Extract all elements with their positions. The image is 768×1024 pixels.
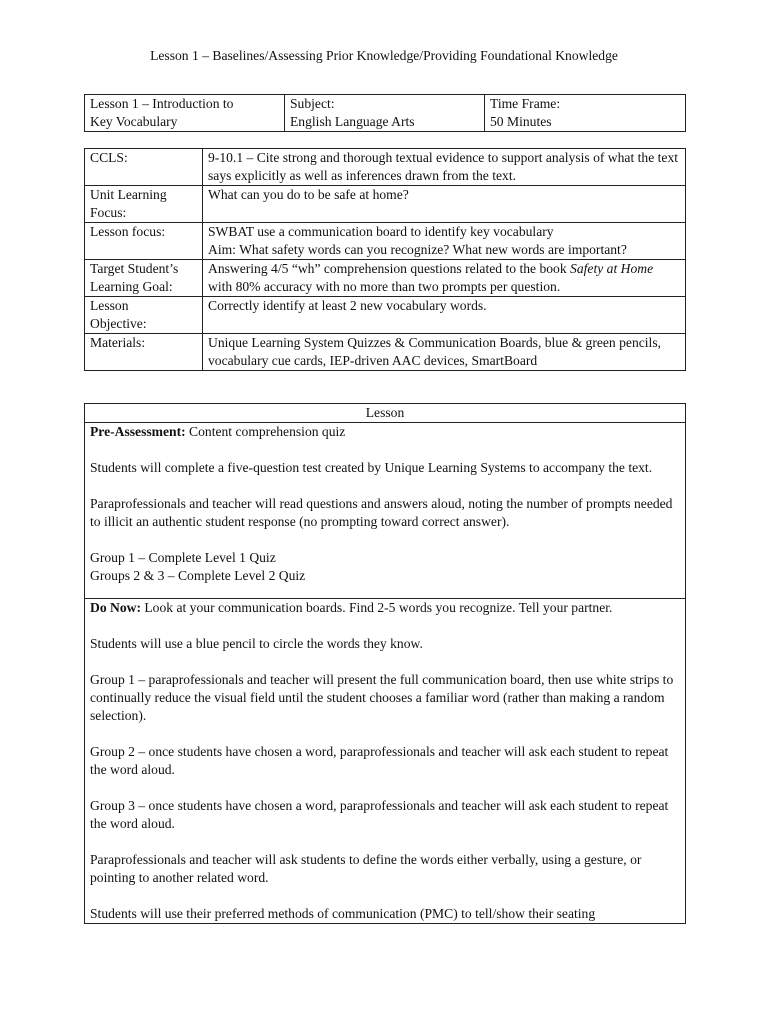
pre-assessment-title <box>90 423 680 441</box>
learning-goal-value <box>203 260 686 297</box>
do-now-paragraph-define: Paraprofessionals and teacher will ask students to define the words either verbally, using a gesture, or pointing to another related word. <box>90 852 642 885</box>
unit-focus-label <box>85 186 203 223</box>
pre-assessment-paragraph-2: Paraprofessionals and teacher will read questions and answers aloud, noting the number of prompts needed to illicit an authentic student response (no prompting toward correct answer). <box>90 496 673 529</box>
lesson-name-cell <box>85 95 285 132</box>
do-now-row <box>85 599 686 924</box>
lesson-heading-row <box>85 404 686 423</box>
objective-row <box>85 297 686 334</box>
pre-assessment-label: Pre-Assessment: <box>90 424 186 439</box>
materials-label: Materials: <box>85 334 203 371</box>
pre-assessment-row <box>85 423 686 599</box>
subject-value: English Language Arts <box>290 114 415 129</box>
book-title: Safety at Home <box>570 261 654 276</box>
lesson-header-table <box>84 94 686 132</box>
time-frame-cell <box>485 95 686 132</box>
unit-focus-row <box>85 186 686 223</box>
unit-focus-label-line1: Unit Learning <box>90 187 167 202</box>
subject-label: Subject: <box>290 96 335 111</box>
do-now-label: Do Now: <box>90 600 141 615</box>
pre-assessment-group-2-3: Groups 2 & 3 – Complete Level 2 Quiz <box>90 568 306 583</box>
subject-cell <box>285 95 485 132</box>
objective-label-line2: Objective: <box>90 316 147 331</box>
lesson-heading: Lesson <box>85 404 686 423</box>
pre-assessment-text: Content comprehension quiz <box>185 424 346 439</box>
lesson-name-line1: Lesson 1 – Introduction to <box>90 96 234 111</box>
ccls-value: 9-10.1 – Cite strong and thorough textual evidence to support analysis of what the text says explicitly as well as inferences drawn from the text. <box>203 149 686 186</box>
unit-focus-label-line2: Focus: <box>90 205 127 220</box>
do-now-paragraph-pmc: Students will use their preferred methods of communication (PMC) to tell/show their seating <box>90 906 596 921</box>
learning-goal-pre: Answering 4/5 “wh” comprehension questions related to the book <box>208 261 571 276</box>
learning-goal-label-line2: Learning Goal: <box>90 279 173 294</box>
pre-assessment-cell <box>85 423 686 599</box>
header-row <box>85 95 686 132</box>
learning-goal-label-line1: Target Student’s <box>90 261 179 276</box>
time-frame-label: Time Frame: <box>490 96 561 111</box>
learning-goal-label <box>85 260 203 297</box>
objective-label <box>85 297 203 334</box>
lesson-focus-line2: Aim: What safety words can you recognize? What new words are important? <box>208 242 627 257</box>
do-now-cell <box>85 599 686 924</box>
lesson-info-table <box>84 148 686 371</box>
unit-focus-value: What can you do to be safe at home? <box>203 186 686 223</box>
lesson-focus-row <box>85 223 686 260</box>
do-now-text: Look at your communication boards. Find 2-5 words you recognize. Tell your partner. <box>140 600 613 615</box>
learning-goal-post: with 80% accuracy with no more than two prompts per question. <box>208 279 561 294</box>
page-title: Lesson 1 – Baselines/Assessing Prior Knowledge/Providing Foundational Knowledge <box>150 48 618 63</box>
lesson-focus-line1: SWBAT use a communication board to identify key vocabulary <box>208 224 554 239</box>
objective-value: Correctly identify at least 2 new vocabulary words. <box>203 297 686 334</box>
pre-assessment-paragraph-1: Students will complete a five-question test created by Unique Learning Systems to accompany the text. <box>90 460 653 475</box>
do-now-title <box>90 599 680 617</box>
objective-label-line1: Lesson <box>90 298 129 313</box>
ccls-label: CCLS: <box>85 149 203 186</box>
lesson-procedure-table <box>84 403 686 924</box>
lesson-name-line2: Key Vocabulary <box>90 114 178 129</box>
ccls-row <box>85 149 686 186</box>
materials-value: Unique Learning System Quizzes & Communication Boards, blue & green pencils, vocabulary cue cards, IEP-driven AAC devices, SmartBoard <box>203 334 686 371</box>
do-now-group-3: Group 3 – once students have chosen a word, paraprofessionals and teacher will ask each student to repeat the word aloud. <box>90 798 669 831</box>
do-now-group-2: Group 2 – once students have chosen a word, paraprofessionals and teacher will ask each student to repeat the word aloud. <box>90 744 669 777</box>
lesson-focus-value <box>203 223 686 260</box>
time-frame-value: 50 Minutes <box>490 114 552 129</box>
materials-row <box>85 334 686 371</box>
pre-assessment-group-1: Group 1 – Complete Level 1 Quiz <box>90 550 276 565</box>
learning-goal-row <box>85 260 686 297</box>
do-now-group-1: Group 1 – paraprofessionals and teacher will present the full communication board, then use white strips to continually reduce the visual field until the student chooses a familiar word (rather than making a random selection). <box>90 672 674 723</box>
lesson-focus-label: Lesson focus: <box>85 223 203 260</box>
do-now-paragraph-1: Students will use a blue pencil to circle the words they know. <box>90 636 423 651</box>
